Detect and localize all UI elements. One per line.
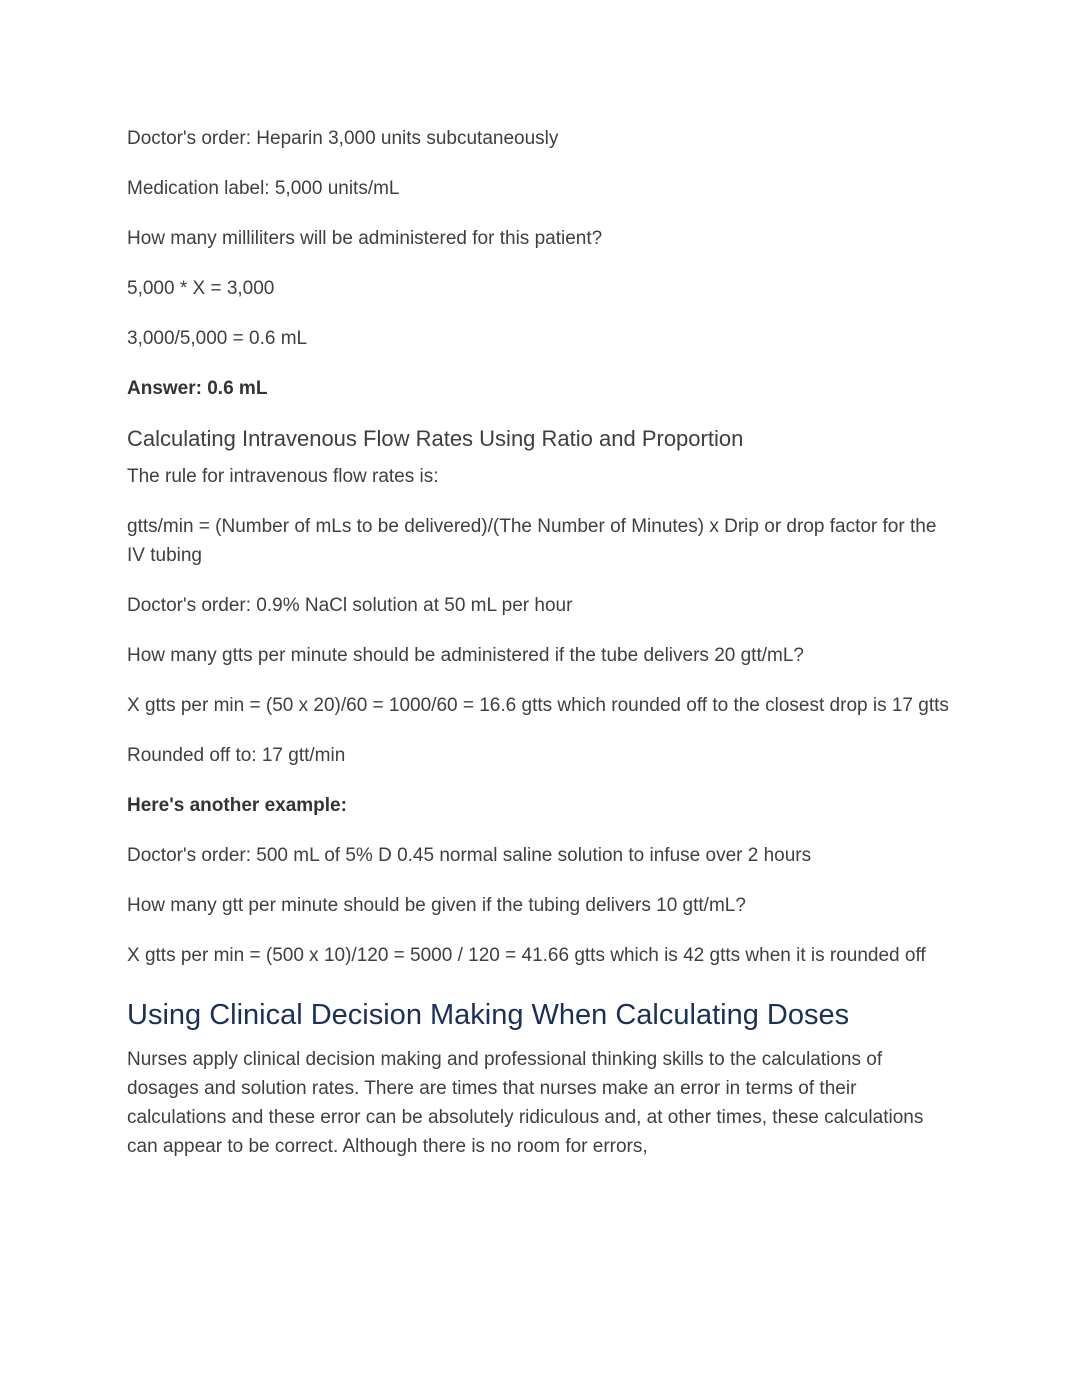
paragraph-calculation-16-6: X gtts per min = (50 x 20)/60 = 1000/60 = 16.6 gtts which rounded off to the closest drop is 17 gtts xyxy=(127,695,949,716)
paragraph-medication-label: Medication label: 5,000 units/mL xyxy=(127,178,400,199)
paragraph-equation-1: 5,000 * X = 3,000 xyxy=(127,278,275,299)
paragraph-rounded-off: Rounded off to: 17 gtt/min xyxy=(127,745,346,766)
paragraph-doctors-order-heparin: Doctor's order: Heparin 3,000 units subcutaneously xyxy=(127,128,559,149)
paragraph-gtts-formula: gtts/min = (Number of mLs to be delivered)/(The Number of Minutes) x Drip or drop factor for the IV tubing xyxy=(127,516,937,566)
paragraph-rule-intro: The rule for intravenous flow rates is: xyxy=(127,466,439,487)
paragraph-calculation-41-66: X gtts per min = (500 x 10)/120 = 5000 / 120 = 41.66 gtts which is 42 gtts when it is rounded off xyxy=(127,945,926,966)
paragraph-question-milliliters: How many milliliters will be administered for this patient? xyxy=(127,228,603,249)
document-content xyxy=(127,124,953,1161)
paragraph-question-gtt-10: How many gtt per minute should be given if the tubing delivers 10 gtt/mL? xyxy=(127,895,746,916)
paragraph-doctors-order-nacl: Doctor's order: 0.9% NaCl solution at 50 mL per hour xyxy=(127,595,573,616)
paragraph-question-gtts-20: How many gtts per minute should be administered if the tube delivers 20 gtt/mL? xyxy=(127,645,804,666)
paragraph-answer: Answer: 0.6 mL xyxy=(127,378,268,399)
paragraph-nurses-apply: Nurses apply clinical decision making and professional thinking skills to the calculations of dosages and solution rates. There are times that nurses make an error in terms of their calculations and these error can be absolutely ridiculous and, at other times, these calculations can appear to be correct. Although there is no room for errors, xyxy=(127,1049,924,1157)
paragraph-doctors-order-saline: Doctor's order: 500 mL of 5% D 0.45 normal saline solution to infuse over 2 hours xyxy=(127,845,812,866)
article-heading-clinical-decision-making: Using Clinical Decision Making When Calculating Doses xyxy=(127,999,850,1031)
paragraph-another-example: Here's another example: xyxy=(127,795,347,816)
section-heading-iv-flow-rates: Calculating Intravenous Flow Rates Using Ratio and Proportion xyxy=(127,426,744,451)
paragraph-equation-2: 3,000/5,000 = 0.6 mL xyxy=(127,328,308,349)
